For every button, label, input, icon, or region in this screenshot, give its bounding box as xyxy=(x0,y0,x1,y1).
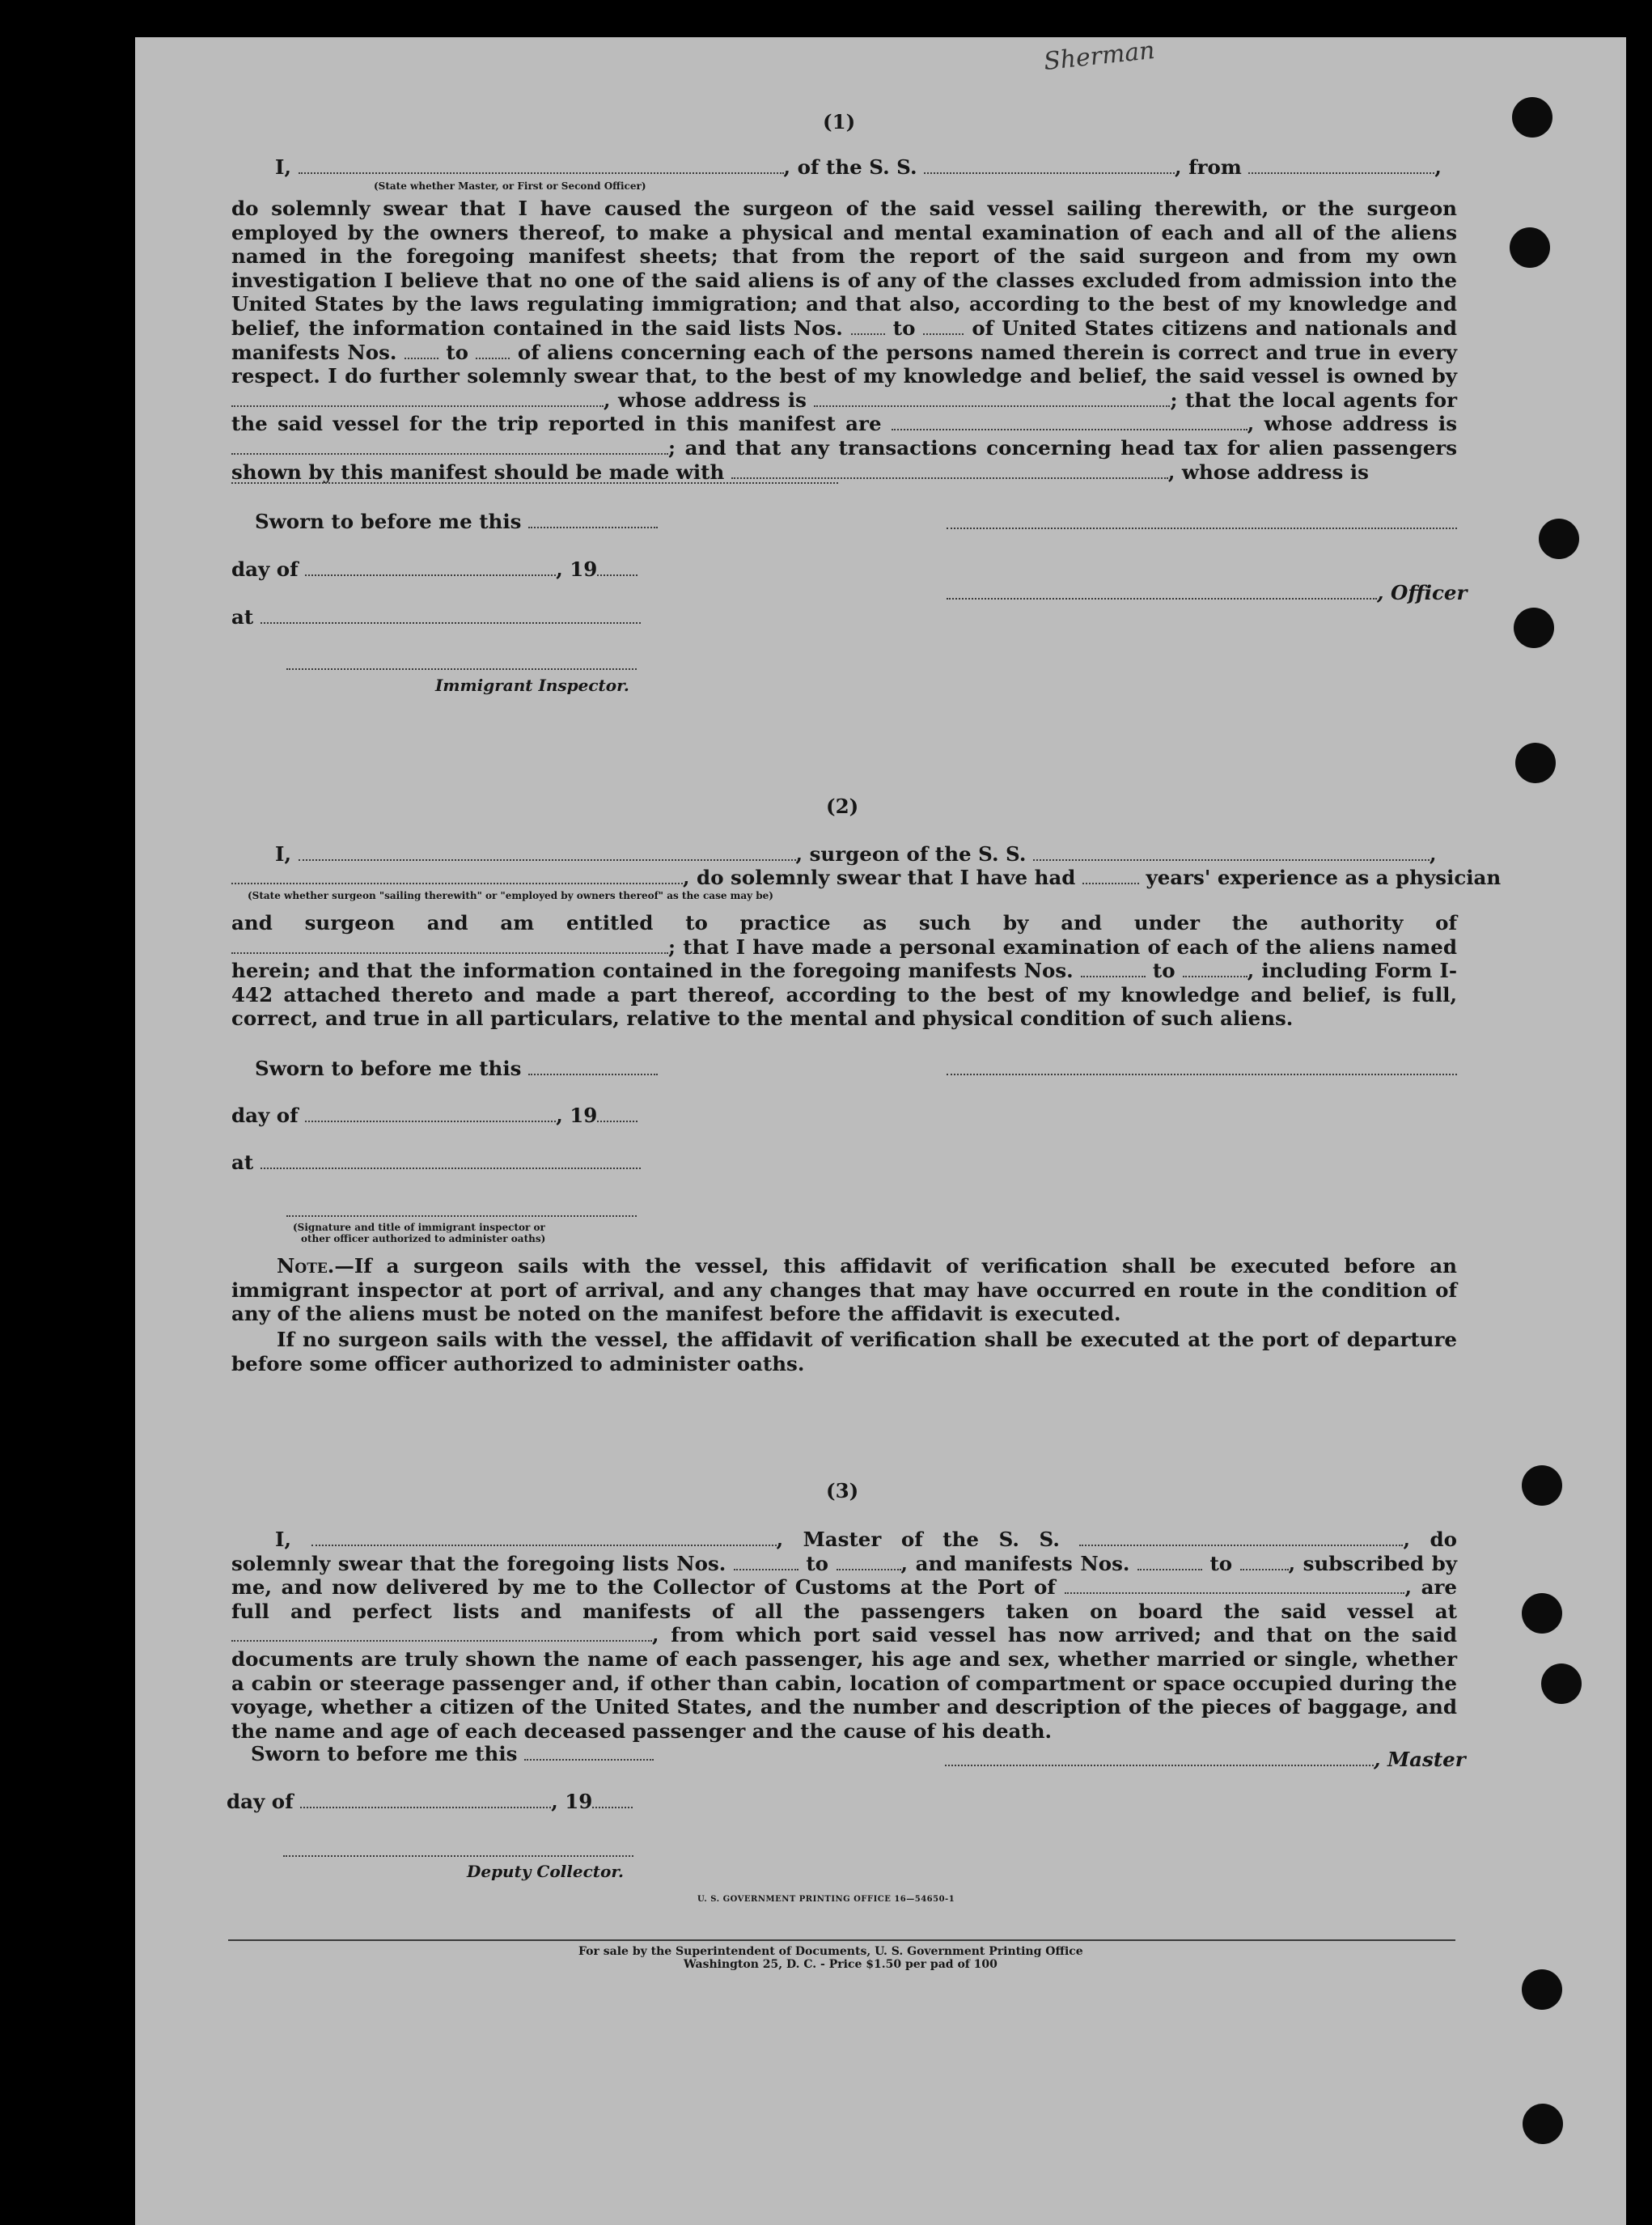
s1-text-5: ; that the local agents for the said vessel for the trip reported in this manifest are xyxy=(231,388,1458,436)
s2-manifests-from-field[interactable] xyxy=(1081,974,1146,977)
s3-collector-signature[interactable] xyxy=(283,1855,633,1857)
s3-lists-to-field[interactable] xyxy=(837,1567,901,1570)
s1-at-label: at xyxy=(231,605,254,629)
s2-sig-caption-2: other officer authorized to administer oaths) xyxy=(301,1233,546,1244)
s3-to-1: to xyxy=(806,1551,829,1575)
s3-year-label: , 19 xyxy=(551,1790,593,1813)
punch-hole-2 xyxy=(1510,227,1550,268)
s1-agents-address-field[interactable] xyxy=(231,451,668,455)
s1-dayof xyxy=(231,557,638,582)
s1-role-hint: (State whether Master, or First or Second Officer) xyxy=(374,180,646,192)
s2-day-field[interactable] xyxy=(305,1119,556,1122)
s1-text-1: do solemnly swear that I have caused the surgeon of the said vessel sailing therewith, or the surgeon employed by the owners thereof, to make a physical and mental examination of each and all of the aliens named in the foregoing manifest sheets; that from the report of the said surgeon and from my own investigation I believe that no one of the said aliens is of any of the classes excluded from admission into the United States by the laws regulating immigration; and that also, according to the best of my knowledge and belief, the information contained in the said lists Nos. xyxy=(231,197,1457,340)
s2-at-label: at xyxy=(231,1151,254,1174)
s1-headtax-field[interactable] xyxy=(731,476,1168,479)
s3-sworn-field[interactable] xyxy=(524,1757,654,1761)
handwritten-name: Sherman xyxy=(1042,36,1157,77)
s1-from: , from xyxy=(1175,155,1242,179)
s3-day-field[interactable] xyxy=(300,1805,551,1808)
s2-years-field[interactable] xyxy=(1082,881,1139,884)
s2-line2-field[interactable] xyxy=(231,881,683,884)
punch-hole-3 xyxy=(1539,519,1579,559)
s2-text-2: ; that I have made a personal examination of each of the aliens named herein; and that the information contained in the foregoing manifests Nos. xyxy=(231,934,1457,983)
s3-master-of-ss: , Master of the S. S. xyxy=(776,1528,1060,1551)
s3-lists-from-field[interactable] xyxy=(734,1567,798,1570)
s2-swear-text: , do solemnly swear that I have had xyxy=(683,866,1076,889)
s2-dayof xyxy=(231,1104,638,1128)
s1-officer-row xyxy=(947,581,1467,605)
s1-text-3: of aliens concerning each of the persons named therein is correct and true in every respect. I do further solemnly swear that, to the best of my knowledge and belief, the said vessel is owned by xyxy=(231,340,1458,388)
s2-dayof-label: day of xyxy=(231,1104,299,1127)
s2-line1: I, , surgeon of the S. S. , xyxy=(275,842,1437,866)
punch-hole-5 xyxy=(1515,743,1556,783)
s1-at xyxy=(231,605,641,629)
section-2-number: (2) xyxy=(826,795,859,818)
s1-line1: I, , of the S. S. , from , xyxy=(275,155,1442,179)
s1-at-field[interactable] xyxy=(261,621,641,624)
s1-day-field[interactable] xyxy=(305,573,556,576)
s3-sworn-label: Sworn to before me this xyxy=(251,1742,518,1765)
punch-hole-9 xyxy=(1522,1969,1562,2010)
s2-surgeon-signature[interactable] xyxy=(947,1074,1457,1075)
printing-office-code: U. S. GOVERNMENT PRINTING OFFICE 16—54650-1 xyxy=(697,1895,955,1904)
s3-year-field[interactable] xyxy=(592,1805,633,1808)
s2-note-label: Note. xyxy=(277,1254,335,1278)
s2-manifests-to-field[interactable] xyxy=(1183,974,1247,977)
s1-sworn-label: Sworn to before me this xyxy=(255,510,522,533)
s1-text-8: , whose address is xyxy=(1167,460,1369,484)
s3-sworn xyxy=(251,1742,654,1766)
s2-note-2: If no surgeon sails with the vessel, the affidavit of verification shall be executed at the port of departure before some officer authorized to administer oaths. xyxy=(231,1328,1457,1375)
s1-officer-label: , Officer xyxy=(1377,581,1468,604)
s3-deputy-label: Deputy Collector. xyxy=(467,1862,625,1881)
s1-headtax-address-field[interactable] xyxy=(231,482,838,484)
s1-text-4: , whose address is xyxy=(604,388,807,412)
s3-master-row xyxy=(945,1748,1466,1772)
s1-manifests-to-field[interactable] xyxy=(476,356,510,359)
s3-to-2: to xyxy=(1209,1551,1233,1575)
s3-master-name-field[interactable] xyxy=(311,1543,777,1546)
s2-year-label: , 19 xyxy=(556,1104,598,1127)
s2-surgeon-of-ss: , surgeon of the S. S. xyxy=(795,842,1027,866)
punch-hole-4 xyxy=(1514,608,1554,648)
s1-from-field[interactable] xyxy=(1248,171,1434,174)
s2-i: I, xyxy=(275,842,291,866)
s3-manifests-from-field[interactable] xyxy=(1137,1567,1202,1570)
s2-inspector-signature[interactable] xyxy=(286,1215,637,1217)
s2-text-1: and surgeon and am entitled to practice as such by and under the authority of xyxy=(231,911,1457,934)
s2-year-field[interactable] xyxy=(597,1119,638,1122)
s1-year-label: , 19 xyxy=(556,557,598,581)
s1-officer-field[interactable] xyxy=(299,171,784,174)
s1-year-field[interactable] xyxy=(597,573,638,576)
s1-i: I, xyxy=(275,155,291,179)
s3-text-5: , from which port said vessel has now arrived; and that on the said documents are truly shown the name of each passenger, his age and sex, whether married or single, whether a cabin or steerage passenger and, if other than cabin, location of compartment or space occupied during the voyage, whether a citizen of the United States, and the number and description of the pieces of baggage, and the name and age of each deceased passenger and the cause of his death. xyxy=(231,1623,1457,1743)
s3-text-4: , are full and perfect lists and manifests of all the passengers taken on board the said vessel at xyxy=(231,1575,1458,1623)
footer-rule xyxy=(228,1939,1455,1941)
s2-sig-caption-1: (Signature and title of immigrant inspector or xyxy=(293,1222,545,1233)
s2-authority-field[interactable] xyxy=(231,951,668,954)
s2-at xyxy=(231,1151,641,1175)
footer-sale-line: For sale by the Superintendent of Documents, U. S. Government Printing Office xyxy=(578,1945,1083,1958)
punch-hole-6 xyxy=(1522,1465,1562,1506)
s2-role-hint: (State whether surgeon "sailing therewith" or "employed by owners thereof" as the case may be) xyxy=(248,890,773,901)
s3-text-2: , and manifests Nos. xyxy=(900,1551,1130,1575)
s2-sworn-label: Sworn to before me this xyxy=(255,1057,522,1080)
s3-dayof-label: day of xyxy=(227,1790,294,1813)
s2-vessel-field[interactable] xyxy=(1033,858,1430,861)
s1-text-2: of United States citizens and nationals and manifests Nos. xyxy=(231,316,1458,364)
s1-agents-field[interactable] xyxy=(892,427,1247,430)
s1-text-7: ; and that any transactions concerning head tax for alien passengers shown by this manifest should be made with xyxy=(231,435,1457,484)
s1-sworn xyxy=(255,510,658,534)
s3-manifests-to-field[interactable] xyxy=(1240,1567,1289,1570)
s3-text-1: , do solemnly swear that the foregoing lists Nos. xyxy=(231,1528,1458,1575)
section-1-number: (1) xyxy=(823,110,856,134)
s2-body xyxy=(231,911,1457,1031)
s3-vessel-field[interactable] xyxy=(1079,1543,1403,1546)
s1-vessel-field[interactable] xyxy=(924,171,1175,174)
s1-sworn-field[interactable] xyxy=(528,525,658,528)
s3-port-field[interactable] xyxy=(1065,1591,1404,1594)
s3-master-signature[interactable] xyxy=(945,1763,1374,1766)
s2-surgeon-name-field[interactable] xyxy=(299,858,796,861)
s1-owner-address-field[interactable] xyxy=(814,404,1170,407)
s1-text-6: , whose address is xyxy=(1247,412,1458,436)
s1-officer-signature-2[interactable] xyxy=(947,596,1377,600)
s1-inspector-label: Immigrant Inspector. xyxy=(435,676,629,695)
punch-hole-8 xyxy=(1541,1663,1582,1704)
s3-text-3: , subscribed by me, and now delivered by me to the Collector of Customs at the Port of xyxy=(231,1551,1458,1600)
s3-i: I, xyxy=(275,1528,291,1551)
s3-body xyxy=(231,1528,1457,1743)
s2-text-3: , including Form I-442 attached thereto and made a part thereof, according to the best of my knowledge and belief, is full, correct, and true in all particulars, relative to the mental and physical condition of such aliens. xyxy=(231,959,1458,1031)
s2-line2 xyxy=(231,866,1501,890)
s1-inspector-signature[interactable] xyxy=(286,668,637,670)
s1-body xyxy=(231,197,1457,484)
s1-of-ss: , of the S. S. xyxy=(783,155,917,179)
s1-owner-field[interactable] xyxy=(231,404,604,407)
s1-to-1: to xyxy=(892,316,916,340)
s2-sworn-field[interactable] xyxy=(528,1072,658,1075)
s3-master-label: , Master xyxy=(1374,1748,1466,1771)
s2-sworn xyxy=(255,1057,658,1081)
s2-at-field[interactable] xyxy=(261,1166,641,1169)
punch-hole-1 xyxy=(1512,97,1552,138)
s1-dayof-label: day of xyxy=(231,557,299,581)
s1-manifests-from-field[interactable] xyxy=(405,356,438,359)
s1-lists-from-field[interactable] xyxy=(851,332,885,335)
punch-hole-7 xyxy=(1522,1593,1562,1634)
s1-lists-to-field[interactable] xyxy=(923,332,964,335)
footer-price-line: Washington 25, D. C. - Price $1.50 per pad of 100 xyxy=(684,1958,998,1971)
s2-to-1: to xyxy=(1152,959,1175,983)
s2-note-text: —If a surgeon sails with the vessel, this affidavit of verification shall be executed before an immigrant inspector at port of arrival, and any changes that may have occurred en route in the condition of any of the aliens must be noted on the manifest before the affidavit is executed. xyxy=(231,1254,1457,1326)
punch-hole-10 xyxy=(1523,2104,1563,2144)
s1-officer-signature-1[interactable] xyxy=(947,528,1457,529)
s2-years-text: years' experience as a physician xyxy=(1146,866,1502,889)
s3-dayof xyxy=(227,1790,633,1814)
s3-boarded-at-field[interactable] xyxy=(231,1638,652,1642)
s1-to-2: to xyxy=(446,340,468,364)
section-3-number: (3) xyxy=(826,1479,859,1502)
s2-note-1 xyxy=(231,1254,1457,1326)
